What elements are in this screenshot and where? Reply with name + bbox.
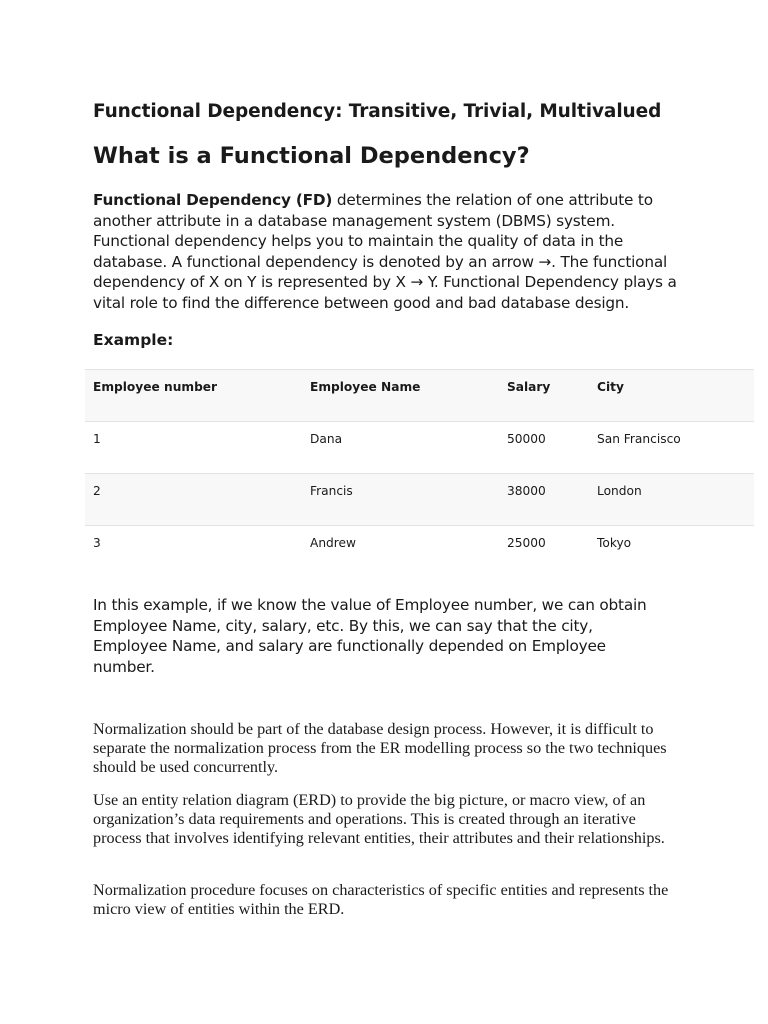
cell-salary: 25000	[499, 526, 589, 578]
cell-employee-name: Andrew	[302, 526, 499, 578]
cell-salary: 38000	[499, 474, 589, 526]
section-heading: What is a Functional Dependency?	[93, 143, 530, 169]
header-salary: Salary	[499, 370, 589, 422]
example-label: Example:	[93, 331, 174, 349]
document-title: Functional Dependency: Transitive, Trivial, Multivalued	[93, 101, 662, 122]
cell-employee-name: Dana	[302, 422, 499, 474]
normalization-paragraph: Normalization should be part of the database design process. However, it is difficult to separate the normalization process from the ER modelling process so the two techniques should be used concurrently.	[93, 720, 667, 777]
cell-employee-name: Francis	[302, 474, 499, 526]
table-row	[85, 526, 754, 578]
cell-city: Tokyo	[589, 526, 754, 578]
cell-salary: 50000	[499, 422, 589, 474]
table-row	[85, 474, 754, 526]
intro-text: determines the relation of one attribute to another attribute in a database management system (DBMS) system. Functional dependency helps you to maintain the quality of data in the database. A functional dependency is denoted by an arrow →. The functional dependency of X on Y is represented by X → Y. Functional Dependency plays a vital role to find the difference between good and bad database design.	[93, 191, 677, 312]
table-row	[85, 422, 754, 474]
normalization-procedure-paragraph: Normalization procedure focuses on characteristics of specific entities and represents the micro view of entities within the ERD.	[93, 881, 669, 919]
table-header-row	[85, 370, 754, 422]
cell-city: San Francisco	[589, 422, 754, 474]
cell-employee-number: 3	[85, 526, 302, 578]
erd-paragraph: Use an entity relation diagram (ERD) to provide the big picture, or macro view, of an organization’s data requirements and operations. This is created through an iterative process that involves identifying relevant entities, their attributes and their relationships.	[93, 791, 665, 848]
employee-table	[85, 369, 754, 578]
header-employee-name: Employee Name	[302, 370, 499, 422]
cell-city: London	[589, 474, 754, 526]
intro-paragraph	[93, 190, 683, 314]
intro-term: Functional Dependency (FD)	[93, 191, 333, 209]
example-explanation: In this example, if we know the value of Employee number, we can obtain Employee Name, city, salary, etc. By this, we can say that the city, Employee Name, and salary are functionally depended on Employee number.	[93, 596, 647, 676]
cell-employee-number: 2	[85, 474, 302, 526]
header-city: City	[589, 370, 754, 422]
cell-employee-number: 1	[85, 422, 302, 474]
header-employee-number: Employee number	[85, 370, 302, 422]
